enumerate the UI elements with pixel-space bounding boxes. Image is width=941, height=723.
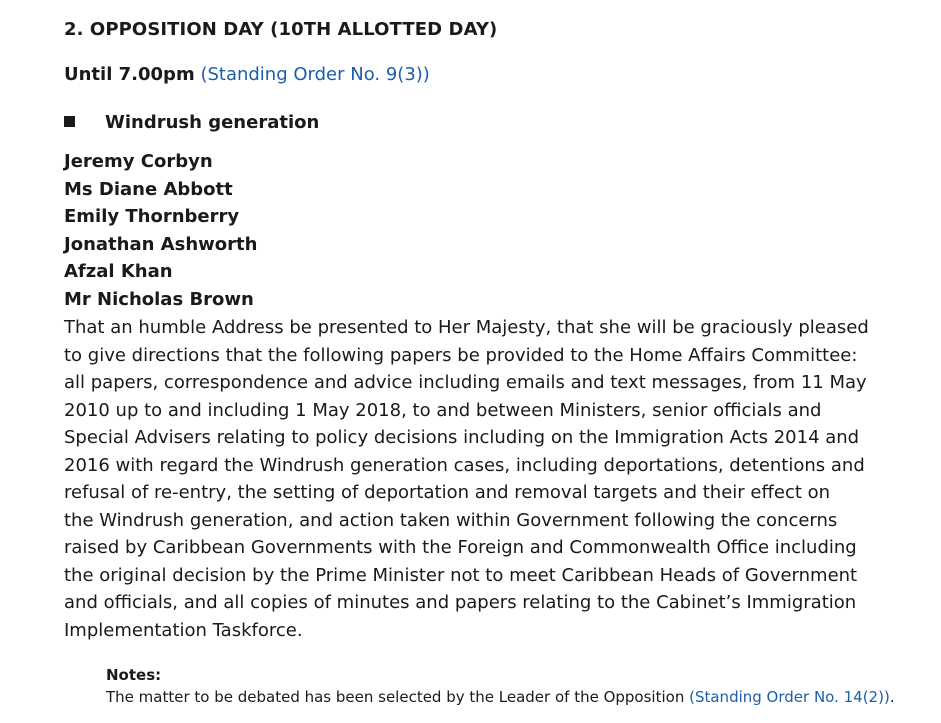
motion-text-line: Special Advisers relating to policy decisions including on the Immigration Acts 2014 and bbox=[64, 427, 860, 448]
motion-text-line: and officials, and all copies of minutes and papers relating to the Cabinet’s Immigration bbox=[64, 592, 857, 613]
notes-text-end: . bbox=[889, 688, 895, 706]
time-limit-line bbox=[64, 64, 430, 85]
sponsor-name: Afzal Khan bbox=[64, 261, 173, 282]
notes-text: The matter to be debated has been selected by the Leader of the Opposition bbox=[106, 688, 685, 706]
motion-text-line: That an humble Address be presented to Her Majesty, that she will be graciously pleased bbox=[64, 317, 869, 338]
sponsor-name: Mr Nicholas Brown bbox=[64, 288, 254, 310]
motion-text-line: raised by Caribbean Governments with the Foreign and Commonwealth Office including bbox=[64, 537, 857, 558]
notes-section bbox=[106, 664, 895, 708]
sponsor-name: Emily Thornberry bbox=[64, 206, 240, 227]
motion-text-line: all papers, correspondence and advice including emails and text messages, from 11 May bbox=[64, 372, 867, 393]
motion-text-line: to give directions that the following papers be provided to the Home Affairs Committee: bbox=[64, 344, 858, 366]
notes-label: Notes: bbox=[106, 666, 162, 684]
motion-text-line: Implementation Taskforce. bbox=[64, 619, 303, 641]
sponsor-name: Jeremy Corbyn bbox=[64, 151, 213, 172]
motion-title-row bbox=[64, 112, 319, 133]
motion-text-line: the original decision by the Prime Minister not to meet Caribbean Heads of Government bbox=[64, 564, 858, 586]
sponsor-name: Jonathan Ashworth bbox=[64, 233, 258, 255]
motion-text-line: the Windrush generation, and action taken within Government following the concerns bbox=[64, 509, 838, 531]
notes-text-line bbox=[106, 686, 895, 708]
square-bullet-icon bbox=[64, 116, 75, 127]
motion-text-line: refusal of re-entry, the setting of deportation and removal targets and their effect on bbox=[64, 482, 831, 503]
motion-title: Windrush generation bbox=[105, 112, 320, 133]
item-heading: 2. OPPOSITION DAY (10TH ALLOTTED DAY) bbox=[64, 19, 498, 40]
motion-text-line: 2010 up to and including 1 May 2018, to and between Ministers, senior officials and bbox=[64, 399, 822, 421]
notes-standing-order-link[interactable]: (Standing Order No. 14(2)) bbox=[689, 688, 890, 706]
time-limit: Until 7.00pm bbox=[64, 64, 195, 85]
sponsor-names bbox=[64, 148, 257, 313]
motion-text-line: 2016 with regard the Windrush generation cases, including deportations, detentions and bbox=[64, 454, 865, 476]
sponsor-name: Ms Diane Abbott bbox=[64, 178, 233, 200]
standing-order-link[interactable]: (Standing Order No. 9(3)) bbox=[200, 64, 430, 85]
motion-text bbox=[64, 314, 869, 644]
